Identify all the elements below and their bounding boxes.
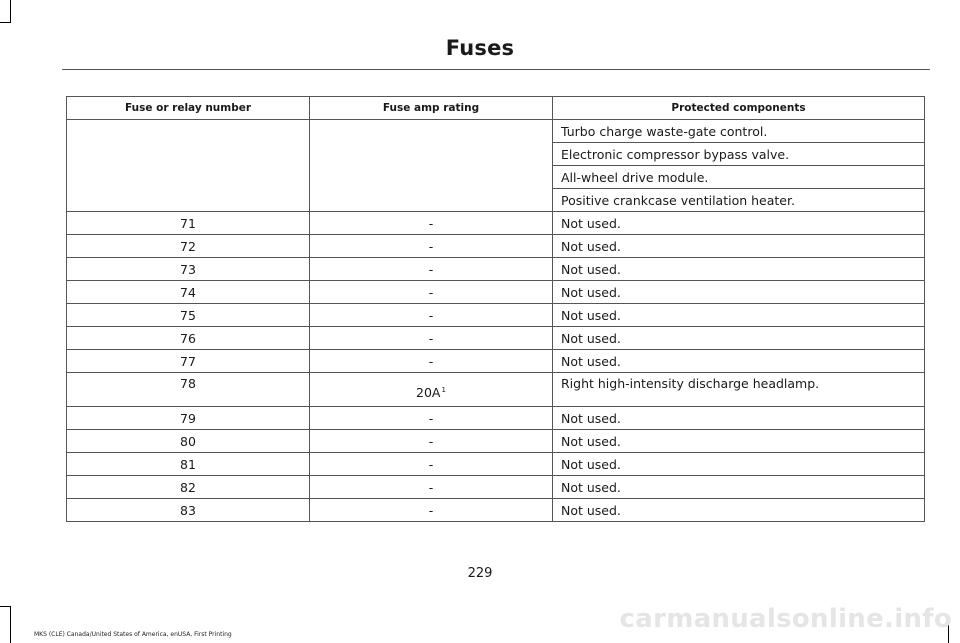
cell-protected-component: Not used. xyxy=(553,281,925,304)
cell-amp-rating xyxy=(310,258,553,281)
table-header-row xyxy=(67,97,925,120)
crop-mark xyxy=(10,0,11,22)
cell-amp-rating xyxy=(310,235,553,258)
amp-value: - xyxy=(428,307,434,323)
table-row xyxy=(67,476,925,499)
amp-value: - xyxy=(428,284,434,300)
cell-fuse-number: 80 xyxy=(67,430,310,453)
cell-fuse-number: 82 xyxy=(67,476,310,499)
table-row xyxy=(67,499,925,522)
footer-text: MKS (CLE) Canada/United States of America, enUSA, First Printing xyxy=(34,631,232,638)
watermark: carmanualsonline.info xyxy=(619,604,952,634)
amp-value: - xyxy=(428,410,434,426)
cell-amp-rating xyxy=(310,476,553,499)
cell-protected-component: Right high-intensity discharge headlamp. xyxy=(553,373,925,407)
title-divider xyxy=(62,69,930,70)
crop-mark xyxy=(0,606,11,607)
cell-amp-rating xyxy=(310,327,553,350)
amp-value: - xyxy=(428,433,434,449)
cell-protected-component: Positive crankcase ventilation heater. xyxy=(553,189,925,212)
cell-amp-blank xyxy=(310,120,553,212)
crop-mark xyxy=(0,22,11,23)
cell-fuse-number: 79 xyxy=(67,407,310,430)
cell-protected-component: Not used. xyxy=(553,430,925,453)
table-row xyxy=(67,304,925,327)
amp-value: - xyxy=(428,353,434,369)
cell-amp-rating xyxy=(310,281,553,304)
table-row xyxy=(67,350,925,373)
amp-value: - xyxy=(428,215,434,231)
cell-protected-component: Not used. xyxy=(553,476,925,499)
cell-fuse-number: 78 xyxy=(67,373,310,407)
cell-fuse-number: 83 xyxy=(67,499,310,522)
table-row xyxy=(67,407,925,430)
amp-value: - xyxy=(428,330,434,346)
cell-fuse-number: 72 xyxy=(67,235,310,258)
fuse-table xyxy=(66,96,925,522)
cell-protected-component: Not used. xyxy=(553,304,925,327)
cell-protected-component: Not used. xyxy=(553,453,925,476)
cell-fuse-number: 77 xyxy=(67,350,310,373)
cell-protected-component: Not used. xyxy=(553,499,925,522)
cell-amp-rating xyxy=(310,453,553,476)
cell-protected-component: Electronic compressor bypass valve. xyxy=(553,143,925,166)
cell-fuse-number-blank xyxy=(67,120,310,212)
table-row-continued xyxy=(67,120,925,143)
amp-value: - xyxy=(428,502,434,518)
amp-value: - xyxy=(428,456,434,472)
footnote-marker: 1 xyxy=(441,385,446,394)
crop-mark xyxy=(10,606,11,643)
cell-amp-rating xyxy=(310,407,553,430)
cell-amp-rating xyxy=(310,430,553,453)
table-row xyxy=(67,453,925,476)
table-row xyxy=(67,327,925,350)
cell-protected-component: Not used. xyxy=(553,407,925,430)
cell-protected-component: Turbo charge waste-gate control. xyxy=(553,120,925,143)
table-row xyxy=(67,281,925,304)
table-row xyxy=(67,430,925,453)
cell-fuse-number: 76 xyxy=(67,327,310,350)
cell-protected-component: Not used. xyxy=(553,212,925,235)
amp-value: - xyxy=(428,261,434,277)
cell-fuse-number: 75 xyxy=(67,304,310,327)
cell-amp-rating xyxy=(310,350,553,373)
header-protected-components: Protected components xyxy=(553,97,925,120)
cell-protected-component: All-wheel drive module. xyxy=(553,166,925,189)
table-row xyxy=(67,235,925,258)
page-title: Fuses xyxy=(445,36,515,60)
cell-fuse-number: 81 xyxy=(67,453,310,476)
cell-amp-rating xyxy=(310,373,553,407)
page-number: 229 xyxy=(467,566,493,581)
amp-value: - xyxy=(428,238,434,254)
cell-fuse-number: 74 xyxy=(67,281,310,304)
cell-protected-component: Not used. xyxy=(553,258,925,281)
cell-amp-rating xyxy=(310,499,553,522)
cell-fuse-number: 71 xyxy=(67,212,310,235)
header-fuse-number: Fuse or relay number xyxy=(67,97,310,120)
cell-protected-component: Not used. xyxy=(553,327,925,350)
table-row xyxy=(67,212,925,235)
amp-value: - xyxy=(428,479,434,495)
table-row xyxy=(67,258,925,281)
table-body xyxy=(67,120,925,522)
cell-amp-rating xyxy=(310,212,553,235)
cell-amp-rating xyxy=(310,304,553,327)
cell-fuse-number: 73 xyxy=(67,258,310,281)
cell-protected-component: Not used. xyxy=(553,235,925,258)
amp-value: 20A xyxy=(416,385,441,400)
header-amp-rating: Fuse amp rating xyxy=(310,97,553,120)
table-row xyxy=(67,373,925,407)
cell-protected-component: Not used. xyxy=(553,350,925,373)
